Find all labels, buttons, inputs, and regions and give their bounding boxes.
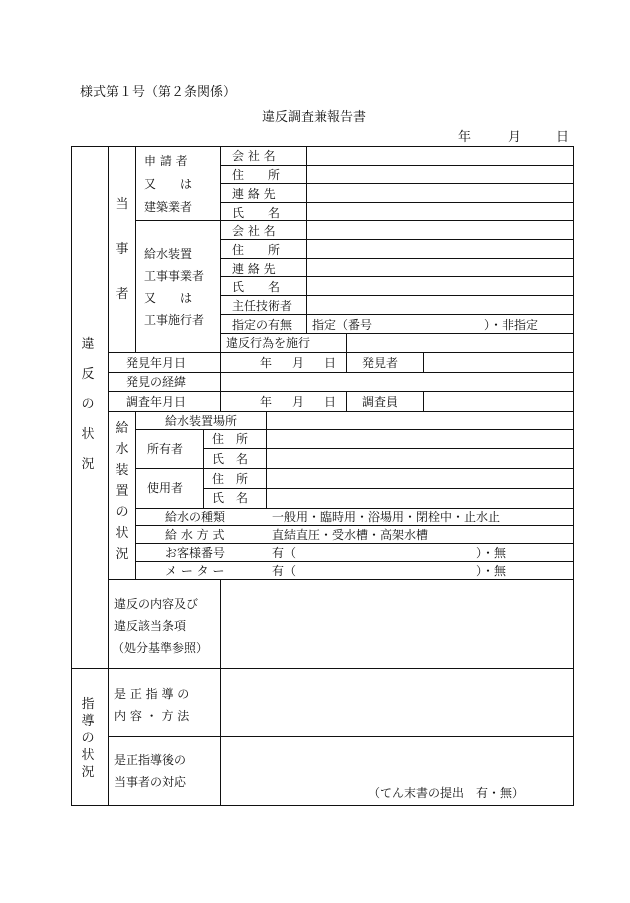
contractor-address-label: 住 所 — [232, 243, 281, 257]
guidance-response-label-1: 是正指導後の — [114, 753, 187, 767]
supply-method-label: 給 水 方 式 — [165, 528, 225, 542]
supply-kind-value: 一般用・臨時用・浴場用・閉栓中・止水止 — [272, 510, 501, 524]
customer-number-label: お客様番号 — [165, 546, 226, 560]
guidance-status-label: 指 導 の 状 況 — [81, 697, 95, 780]
chief-engineer-label: 主任技術者 — [232, 299, 293, 313]
investigation-day: 日 — [324, 395, 337, 409]
submission-note: （てん末書の提出 有・無） — [368, 786, 525, 800]
form-title: 違反調査兼報告書 — [262, 110, 367, 125]
date-year: 年 — [458, 130, 472, 145]
supply-method-value: 直結直圧・受水槽・高架水槽 — [272, 528, 429, 542]
violation-content-label-3: （処分基準参照） — [112, 641, 209, 655]
owner-name-label: 氏 名 — [212, 452, 249, 466]
guidance-response-label-2: 当事者の対応 — [114, 775, 187, 789]
meter-value: 有（ — [272, 564, 297, 578]
contractor-label-2: 工事事業者 — [144, 269, 205, 283]
discoverer-label: 発見者 — [362, 356, 399, 370]
guidance-content-label-1: 是 正 指 導 の — [114, 687, 190, 701]
applicant-company-label: 会 社 名 — [232, 149, 276, 163]
applicant-contact-label: 連 絡 先 — [232, 187, 276, 201]
user-label: 使用者 — [147, 481, 184, 495]
contractor-label-3: 又 は — [144, 291, 193, 305]
discovery-history-label: 発見の経緯 — [126, 375, 187, 389]
applicant-label-3: 建築業者 — [144, 200, 193, 214]
discovery-day: 日 — [324, 356, 337, 370]
discovery-month: 月 — [292, 356, 305, 370]
meter-tail: ）・無 — [476, 564, 507, 578]
applicant-label-2: 又 は — [144, 177, 193, 191]
applicant-name-label: 氏 名 — [232, 206, 281, 220]
user-name-label: 氏 名 — [212, 491, 249, 505]
supply-status-label: 給 水 装 置 の 状 況 — [115, 421, 129, 562]
supply-location-label: 給水装置場所 — [165, 414, 238, 428]
violation-content-label-2: 違反該当条項 — [114, 619, 187, 633]
guidance-content-label-2: 内 容 ・ 方 法 — [114, 709, 190, 723]
contractor-label-1: 給水装置 — [144, 247, 193, 261]
investigation-month: 月 — [292, 395, 305, 409]
designation-label: 指定の有無 — [232, 318, 293, 332]
violation-done-label: 違反行為を施行 — [226, 336, 311, 350]
contractor-company-label: 会 社 名 — [232, 224, 276, 238]
designation-tail-text: ）・非指定 — [484, 318, 539, 332]
contractor-label-4: 工事施行者 — [144, 313, 205, 327]
discovery-date-label: 発見年月日 — [126, 356, 187, 370]
designation-number-text: 指定（番号 — [312, 318, 373, 332]
user-address-label: 住 所 — [212, 472, 249, 486]
applicant-label-1: 申 請 者 — [144, 154, 188, 168]
investigator-label: 調査員 — [362, 395, 399, 409]
customer-number-value: 有（ — [272, 546, 297, 560]
contractor-contact-label: 連 絡 先 — [232, 262, 276, 276]
investigation-date-label: 調査年月日 — [126, 395, 187, 409]
meter-label: メ ー タ ー — [165, 564, 225, 578]
date-day: 日 — [556, 130, 570, 145]
date-month: 月 — [508, 130, 522, 145]
investigation-year: 年 — [260, 395, 273, 409]
customer-number-tail: ）・無 — [476, 546, 507, 560]
owner-address-label: 住 所 — [212, 432, 249, 446]
owner-label: 所有者 — [147, 442, 184, 456]
violation-status-label: 違 反 の 状 況 — [81, 337, 95, 472]
form-number: 様式第１号（第２条関係） — [80, 85, 237, 100]
supply-kind-label: 給水の種類 — [165, 510, 226, 524]
violation-content-label-1: 違反の内容及び — [114, 597, 199, 611]
parties-label: 当 事 者 — [115, 197, 129, 302]
contractor-name-label: 氏 名 — [232, 280, 281, 294]
applicant-address-label: 住 所 — [232, 168, 281, 182]
discovery-year: 年 — [260, 356, 273, 370]
